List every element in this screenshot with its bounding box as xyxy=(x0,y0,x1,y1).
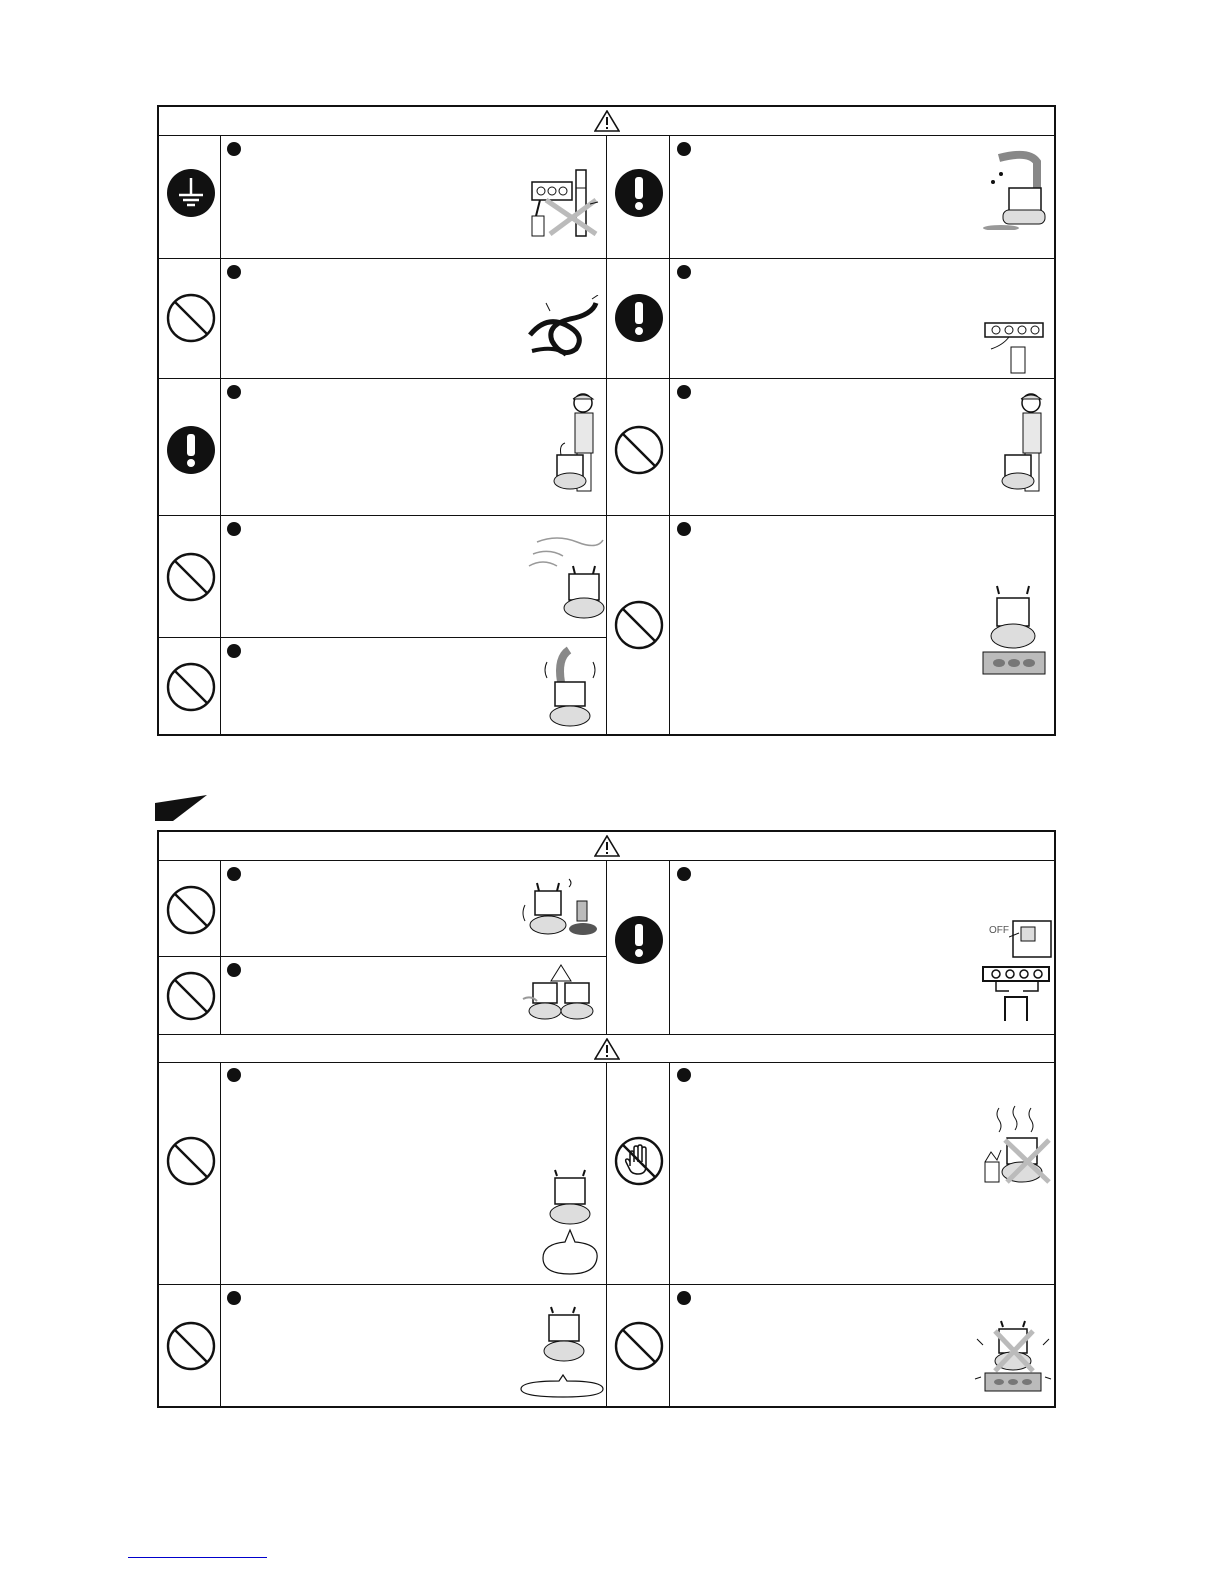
bullet-dot-icon xyxy=(227,1068,241,1082)
cell-mandatory-2 xyxy=(608,259,669,378)
pump-vibrating-illustration xyxy=(521,875,603,947)
prohibition-circle-icon xyxy=(614,1321,664,1371)
item-prohibited-unstable xyxy=(671,1285,1054,1406)
cell-prohibited-3 xyxy=(159,516,220,637)
ground-symbol-icon xyxy=(166,168,216,218)
table-2-warning-header xyxy=(159,832,1054,861)
worker-with-pump-illustration xyxy=(999,389,1051,493)
off-switch-label: OFF xyxy=(989,925,1009,936)
item-prohibited-hose xyxy=(221,638,606,734)
terminal-block-illustration xyxy=(979,965,1053,1023)
cell-prohibited-6 xyxy=(159,861,220,956)
cell-prohibited-5 xyxy=(608,516,669,734)
bullet-dot-icon xyxy=(227,1291,241,1305)
cell-prohibited-9 xyxy=(159,1285,220,1406)
mandatory-exclamation-icon xyxy=(614,168,664,218)
bullet-dot-icon xyxy=(227,142,241,156)
tangled-cable-illustration xyxy=(526,295,602,359)
mandatory-exclamation-icon xyxy=(614,293,664,343)
pump-speech-bubble-illustration xyxy=(539,1168,601,1278)
safety-table-2 xyxy=(157,830,1056,1408)
bullet-dot-icon xyxy=(227,385,241,399)
item-prohibited-cable xyxy=(221,259,606,378)
cell-prohibited-1 xyxy=(159,259,220,378)
cell-no-touch xyxy=(608,1062,669,1284)
item-mandatory-3 xyxy=(221,379,606,515)
mandatory-exclamation-icon xyxy=(614,915,664,965)
prohibition-circle-icon xyxy=(166,1321,216,1371)
prohibition-circle-icon xyxy=(166,1136,216,1186)
item-ground-instruction xyxy=(221,136,606,258)
item-prohibited-multiple xyxy=(221,957,606,1034)
cell-mandatory-3 xyxy=(159,379,220,515)
pump-bubble-flat-illustration xyxy=(519,1305,605,1401)
warning-triangle-icon xyxy=(594,110,620,132)
prohibition-circle-icon xyxy=(166,552,216,602)
item-no-touch-hot xyxy=(671,1062,1054,1284)
item-prohibited-running xyxy=(221,861,606,956)
prohibition-circle-icon xyxy=(166,662,216,712)
warning-triangle-icon xyxy=(594,835,620,857)
table-1-header xyxy=(159,107,1054,136)
item-prohibited-lift xyxy=(221,1285,606,1406)
item-mandatory-switch-off xyxy=(671,861,1054,1034)
cell-prohibited-10 xyxy=(608,1285,669,1406)
cell-prohibited-2 xyxy=(608,379,669,515)
prohibition-circle-icon xyxy=(166,885,216,935)
cell-prohibited-8 xyxy=(159,1062,220,1284)
bullet-dot-icon xyxy=(677,522,691,536)
do-not-touch-hand-icon xyxy=(614,1136,664,1186)
cell-ground xyxy=(159,136,220,258)
item-mandatory-1 xyxy=(671,136,1054,258)
bullet-dot-icon xyxy=(227,265,241,279)
mandatory-exclamation-icon xyxy=(166,425,216,475)
prohibition-circle-icon xyxy=(614,600,664,650)
safety-table-1 xyxy=(157,105,1056,736)
terminal-block-illustration xyxy=(981,319,1047,375)
footer-link-underline xyxy=(128,1557,267,1558)
bullet-dot-icon xyxy=(677,1291,691,1305)
pump-unstable-illustration xyxy=(973,1319,1053,1395)
pump-hose-illustration xyxy=(539,642,601,730)
pump-gas-illustration xyxy=(527,528,605,624)
outlet-pipe-illustration xyxy=(526,166,602,238)
pump-on-mud-illustration xyxy=(977,584,1049,682)
hot-pump-illustration xyxy=(977,1104,1053,1184)
item-prohibited-gas xyxy=(221,516,606,637)
table-2-caution-header xyxy=(159,1034,1054,1063)
bullet-dot-icon xyxy=(227,522,241,536)
item-prohibited-dry-run xyxy=(221,1062,606,1284)
bullet-dot-icon xyxy=(677,385,691,399)
bullet-dot-icon xyxy=(227,644,241,658)
cell-prohibited-7 xyxy=(159,957,220,1034)
bullet-dot-icon xyxy=(677,265,691,279)
bullet-dot-icon xyxy=(227,963,241,977)
item-prohibited-mud xyxy=(671,516,1054,734)
two-pumps-illustration xyxy=(521,963,603,1029)
wet-pump-illustration xyxy=(979,148,1049,230)
bullet-dot-icon xyxy=(227,867,241,881)
section-marker-icon xyxy=(155,795,207,821)
cell-prohibited-4 xyxy=(159,638,220,734)
item-mandatory-2 xyxy=(671,259,1054,378)
prohibition-circle-icon xyxy=(166,971,216,1021)
cell-mandatory-4 xyxy=(608,861,669,1034)
prohibition-circle-icon xyxy=(166,293,216,343)
cell-mandatory-1 xyxy=(608,136,669,258)
warning-triangle-icon xyxy=(594,1038,620,1060)
item-prohibited-worker xyxy=(671,379,1054,515)
off-switch-illustration xyxy=(989,919,1055,959)
bullet-dot-icon xyxy=(677,142,691,156)
worker-with-pump-illustration xyxy=(551,389,603,493)
bullet-dot-icon xyxy=(677,1068,691,1082)
prohibition-circle-icon xyxy=(614,425,664,475)
bullet-dot-icon xyxy=(677,867,691,881)
